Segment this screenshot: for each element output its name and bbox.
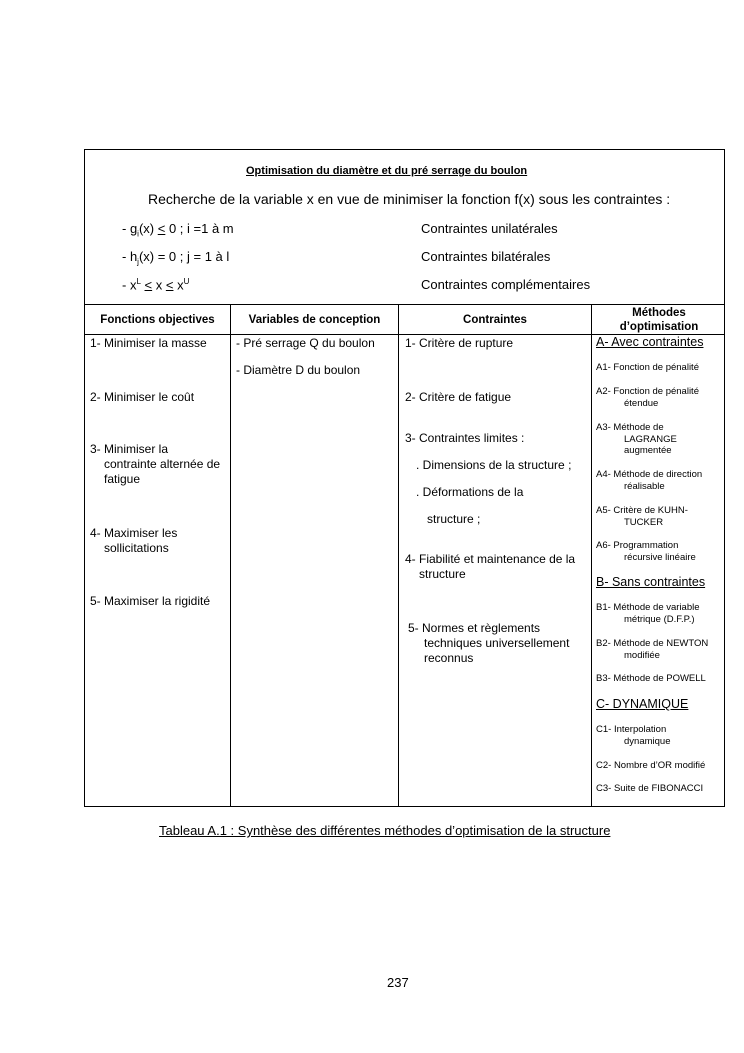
constraint-standards: 5- Normes et règlements techniques universellement reconnus [408, 621, 570, 665]
constraint-reliability: 4- Fiabilité et maintenance de la structure [405, 552, 576, 581]
condition-bounds: - $x^L < x < x^U$ [122, 277, 190, 293]
method-a6: A6- Programmation récursive linéaire [596, 540, 696, 563]
header-constraints: Contraintes [463, 314, 527, 326]
method-b1: B1- Méthode de variable métrique (D.F.P.) [596, 602, 700, 625]
objective-loads: 4- Maximiser les sollicitations [90, 526, 178, 555]
intro-text: Recherche de la variable x en vue de minimiser la fonction f(x) sous les contraintes : [148, 191, 671, 207]
column-divider-2 [398, 304, 399, 806]
method-a1: A1- Fonction de pénalité [596, 362, 699, 373]
constraint-limits: 3- Contraintes limites : [405, 431, 525, 445]
objective-mass: 1- Minimiser la masse [90, 336, 207, 350]
constraint-rupture: 1- Critère de rupture [405, 336, 514, 350]
objective-stiffness: 5- Maximiser la rigidité [90, 594, 211, 608]
method-b3: B3- Méthode de POWELL [596, 673, 706, 684]
header-top-rule [85, 304, 724, 305]
constraint-deformations-cont: structure ; [427, 512, 481, 526]
synthesis-table [84, 149, 725, 807]
condition-type-bilateral-label: Contraintes bilatérales [421, 249, 551, 264]
column-divider-1 [230, 304, 231, 806]
condition-inequality: - $g_i(x) < 0$ ; i =1 à m [122, 221, 234, 239]
constraint-fatigue: 2- Critère de fatigue [405, 390, 512, 404]
page-number: 237 [387, 975, 409, 990]
header-variables: Variables de conception [248, 314, 381, 326]
condition-type-complementary: Contraintes complémentaires [421, 277, 591, 292]
condition-type-unilateral: Contraintes unilatérales [421, 221, 558, 236]
variable-preload: - Pré serrage Q du boulon [236, 336, 375, 350]
table-title: Optimisation du diamètre et du pré serrage du boulon [246, 165, 528, 177]
objective-cost: 2- Minimiser le coût [90, 390, 195, 404]
method-a3: A3- Méthode de LAGRANGE augmentée [596, 422, 677, 456]
method-b2: B2- Méthode de NEWTON modifiée [596, 638, 709, 661]
method-c3: C3- Suite de FIBONACCI [596, 783, 704, 794]
method-a5: A5- Critère de KUHN- TUCKER [596, 505, 688, 528]
variable-diameter: - Diamètre D du boulon [236, 363, 361, 377]
method-group-a: A- Avec contraintes [596, 335, 704, 349]
constraint-dimensions: . Dimensions de la structure ; [416, 458, 572, 472]
method-a4: A4- Méthode de direction réalisable [596, 469, 703, 492]
method-c2: C2- Nombre d’OR modifié [596, 760, 706, 771]
method-group-c: C- DYNAMIQUE [596, 697, 689, 711]
constraint-deformations: . Déformations de la [416, 485, 524, 499]
method-c1: C1- Interpolation dynamique [596, 724, 671, 747]
method-a2: A2- Fonction de pénalité étendue [596, 386, 699, 409]
objective-fatigue: 3- Minimiser la contrainte alternée de fatigue [90, 442, 221, 486]
header-methods: Méthodes d’optimisation [619, 307, 699, 333]
condition-equality: - $h_j(x) = 0$ ; j = 1 à l [122, 249, 230, 267]
table-caption: Tableau A.1 : Synthèse des différentes méthodes d’optimisation de la structure [159, 823, 611, 838]
header-objectives: Fonctions objectives [100, 314, 215, 326]
method-group-b: B- Sans contraintes [596, 575, 706, 589]
